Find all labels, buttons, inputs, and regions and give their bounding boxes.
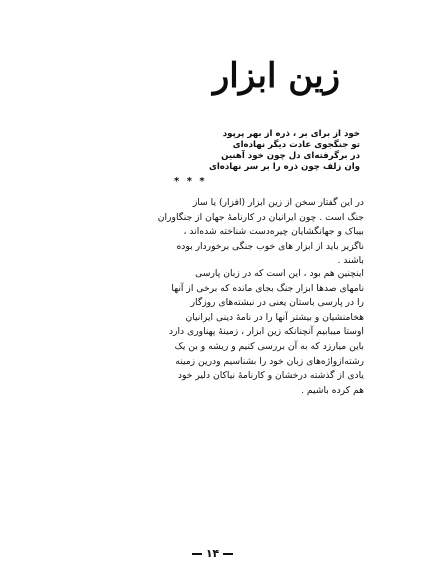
poem-block (195, 129, 360, 173)
paragraph-line: در این گفتار سخن از زین ابزار (افزار) یا ساز (192, 197, 364, 208)
paragraph-line: یادی از گذشته درخشان و کارنامهٔ نیاکان دلیر خود (177, 370, 364, 382)
paragraph-line: را در پارسی باستان یعنی در نبشته‌های روزگار (190, 297, 364, 309)
page-title: زین ابزار (212, 56, 340, 96)
paragraph-line: اوستا میبابیم آنچنانکه زین ابزار ، زمینهٔ پهناوری دارد (168, 326, 364, 338)
paragraph-line: هخامنشیان و بیشتر آنها را در نامهٔ دینی ایرانیان (185, 311, 364, 323)
poem-line: تو جنگجوی عادت دیگر نهاده‌ای (232, 140, 360, 150)
paragraph-1 (79, 196, 364, 269)
paragraph-line: رشته‌ازواژه‌های زبان خود را بشناسیم ودرین زمینه (175, 355, 364, 367)
poem-line: وان زلف چون ذره را بر سر نهاده‌ای (208, 162, 360, 172)
section-separator: * * * (174, 176, 207, 187)
paragraph-line: باین میارزد که به آن بررسی کنیم و ریشه و بن یک (174, 340, 364, 352)
paragraph-2 (79, 267, 364, 398)
paragraph-line: ناگزیر باید از ابزار های خوب جنگی برخوردار بوده (176, 240, 364, 252)
page-number (192, 547, 233, 560)
poem-line: در برگرفته‌ای دل چون خود آهنین (221, 151, 360, 161)
paragraph-line: جنگ است . چون ایرانیان در کارنامهٔ جهان از جنگاوران (157, 211, 364, 223)
paragraph-line: اینچنین هم بود ، این است که در زبان پارسی (195, 268, 364, 279)
page-number-dash (192, 553, 202, 555)
paragraph-line: بیباک و جهانگشایان چیره‌دست شناخته شده‌اند ، (183, 226, 364, 238)
paragraph-line: نامهای صدها ابزار جنگ بجای مانده که برخی از آنها (171, 282, 364, 294)
paragraph-line: باشند . (337, 255, 364, 267)
paragraph-line: هم کرده باشیم . (301, 384, 364, 396)
poem-line: خود از برای بر ، ذره از بهر پرپود (222, 129, 360, 139)
page-number-dash (223, 553, 233, 555)
page-number-value: ۱۴ (205, 547, 220, 560)
